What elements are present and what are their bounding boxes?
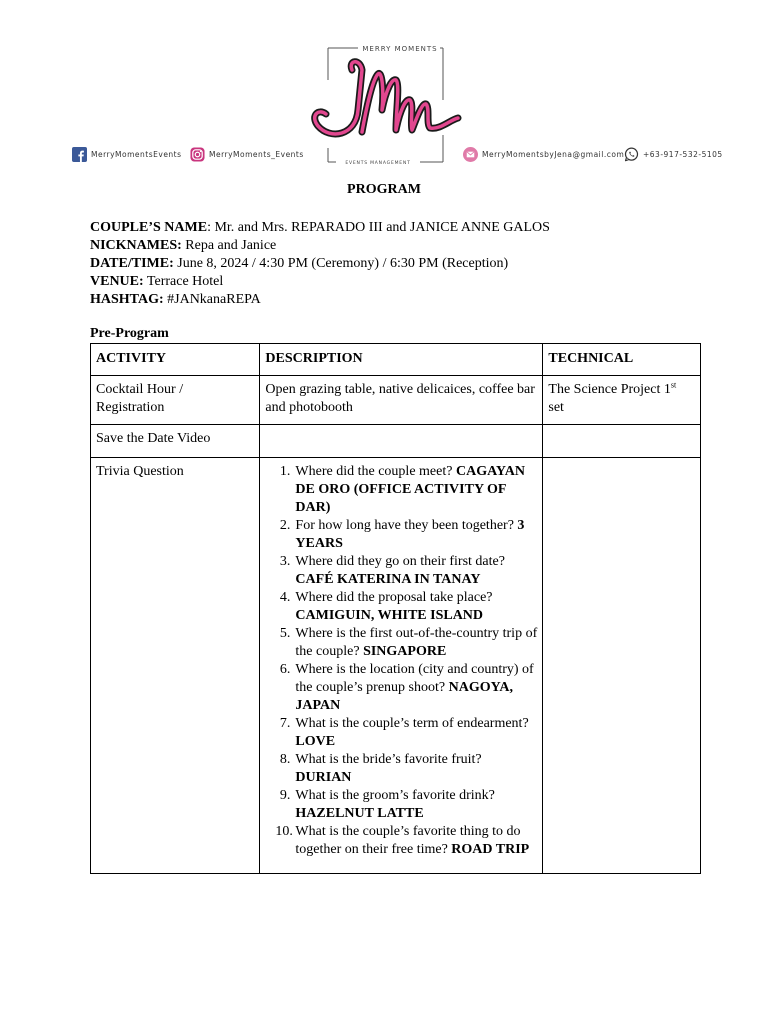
trivia-answer: CAGAYAN DE ORO (OFFICE ACTIVITY OF DAR) xyxy=(295,464,525,515)
hashtag-label: HASHTAG: xyxy=(90,292,164,307)
nicknames-label: NICKNAMES: xyxy=(90,238,182,253)
trivia-question: Where did the proposal take place? xyxy=(295,590,493,605)
couple-name-label: COUPLE’S NAME xyxy=(90,220,208,235)
trivia-question-item xyxy=(265,589,537,625)
pre-program-table xyxy=(90,343,701,874)
trivia-question: Where did the couple meet? xyxy=(295,464,456,479)
technical-cell xyxy=(543,425,701,458)
trivia-answer: DURIAN xyxy=(295,770,352,785)
svg-text:MERRY MOMENTS: MERRY MOMENTS xyxy=(362,45,438,53)
trivia-question-item xyxy=(265,463,537,517)
header-activity: ACTIVITY xyxy=(91,344,260,376)
facebook-contact[interactable] xyxy=(72,145,182,163)
header-technical: TECHNICAL xyxy=(543,344,701,376)
table-header-row xyxy=(91,344,701,376)
svg-text:EVENTS MANAGEMENT: EVENTS MANAGEMENT xyxy=(345,161,411,166)
description-cell: Open grazing table, native delicaices, coffee bar and photobooth xyxy=(260,376,543,425)
trivia-question: What is the groom’s favorite drink? xyxy=(295,788,495,803)
venue-row xyxy=(90,273,550,291)
trivia-question-item xyxy=(265,787,537,823)
activity-cell: Trivia Question xyxy=(91,458,260,874)
instagram-handle: MerryMoments_Events xyxy=(209,149,304,159)
technical-superscript: st xyxy=(670,380,677,390)
trivia-answer: SINGAPORE xyxy=(363,644,447,659)
technical-cell xyxy=(543,376,701,425)
trivia-question-item xyxy=(265,715,537,751)
mail-icon xyxy=(463,147,478,162)
merry-moments-logo xyxy=(300,40,465,168)
event-info xyxy=(90,219,550,309)
trivia-number: 9. xyxy=(279,788,291,803)
trivia-question-item xyxy=(265,751,537,787)
trivia-text xyxy=(295,661,537,715)
description-cell xyxy=(260,458,543,874)
trivia-text xyxy=(295,625,537,661)
whatsapp-icon xyxy=(624,147,639,162)
email-address: MerryMomentsbyJena@gmail.com xyxy=(482,149,625,159)
trivia-answer: ROAD TRIP xyxy=(451,842,530,857)
trivia-question: Where is the location (city and country) of the couple’s prenup shoot? xyxy=(295,662,534,695)
hashtag-value: #JANkanaREPA xyxy=(163,292,261,307)
trivia-text xyxy=(295,787,537,823)
nicknames-value: Repa and Janice xyxy=(181,238,277,253)
trivia-answer: LOVE xyxy=(295,734,336,749)
couple-name-row xyxy=(90,219,550,237)
page-title: PROGRAM xyxy=(347,182,421,197)
venue-label: VENUE: xyxy=(90,274,144,289)
trivia-question: What is the couple’s favorite thing to do together on their free time? xyxy=(295,824,521,857)
trivia-question-item xyxy=(265,517,537,553)
trivia-text xyxy=(295,751,537,787)
trivia-text xyxy=(295,715,537,751)
activity-cell: Save the Date Video xyxy=(91,425,260,458)
header-description: DESCRIPTION xyxy=(260,344,543,376)
letterhead xyxy=(0,0,768,175)
trivia-number: 2. xyxy=(279,518,291,533)
datetime-row xyxy=(90,255,550,273)
trivia-text xyxy=(295,517,537,553)
trivia-question-list xyxy=(265,463,537,867)
trivia-number: 8. xyxy=(279,752,291,767)
trivia-question-item xyxy=(265,625,537,661)
instagram-contact[interactable] xyxy=(190,145,304,163)
trivia-text xyxy=(295,589,537,625)
trivia-question: Where did they go on their first date? xyxy=(295,554,505,569)
email-contact[interactable] xyxy=(463,145,624,163)
couple-name-value: : Mr. and Mrs. REPARADO III and JANICE ANNE GALOS xyxy=(207,220,550,235)
instagram-icon xyxy=(190,147,205,162)
trivia-number: 10. xyxy=(275,824,293,839)
trivia-question: What is the bride’s favorite fruit? xyxy=(295,752,482,767)
description-cell xyxy=(260,425,543,458)
trivia-answer: CAMIGUIN, WHITE ISLAND xyxy=(295,608,484,623)
table-row xyxy=(91,376,701,425)
phone-number: +63-917-532-5105 xyxy=(643,149,723,159)
trivia-question: What is the couple’s term of endearment? xyxy=(295,716,529,731)
table-row xyxy=(91,425,701,458)
table-row xyxy=(91,458,701,874)
venue-value: Terrace Hotel xyxy=(143,274,224,289)
trivia-answer: 3 YEARS xyxy=(295,518,525,551)
phone-contact[interactable] xyxy=(624,145,723,163)
nicknames-row xyxy=(90,237,550,255)
trivia-question-item xyxy=(265,553,537,589)
technical-cell xyxy=(543,458,701,874)
trivia-answer: CAFÉ KATERINA IN TANAY xyxy=(295,572,481,587)
trivia-answer: HAZELNUT LATTE xyxy=(295,806,424,821)
trivia-number: 3. xyxy=(279,554,291,569)
hashtag-row xyxy=(90,291,550,309)
facebook-icon xyxy=(72,147,87,162)
trivia-question: For how long have they been together? xyxy=(295,518,518,533)
pre-program-title: Pre-Program xyxy=(90,326,169,341)
trivia-question-item xyxy=(265,823,537,859)
facebook-handle: MerryMomentsEvents xyxy=(91,149,182,159)
trivia-text xyxy=(295,823,537,859)
technical-text-end: set xyxy=(548,400,564,415)
trivia-number: 6. xyxy=(279,662,291,677)
trivia-number: 4. xyxy=(279,590,291,605)
trivia-text xyxy=(295,463,537,517)
trivia-number: 5. xyxy=(279,626,291,641)
trivia-text xyxy=(295,553,537,589)
datetime-value: June 8, 2024 / 4:30 PM (Ceremony) / 6:30 PM (Reception) xyxy=(173,256,509,271)
datetime-label: DATE/TIME: xyxy=(90,256,174,271)
trivia-question-item xyxy=(265,661,537,715)
trivia-answer: NAGOYA, JAPAN xyxy=(295,680,514,713)
technical-text: The Science Project 1 xyxy=(548,382,671,397)
trivia-number: 1. xyxy=(279,464,291,479)
trivia-number: 7. xyxy=(279,716,291,731)
activity-cell: Cocktail Hour / Registration xyxy=(91,376,260,425)
trivia-question: Where is the first out-of-the-country trip of the couple? xyxy=(295,626,538,659)
